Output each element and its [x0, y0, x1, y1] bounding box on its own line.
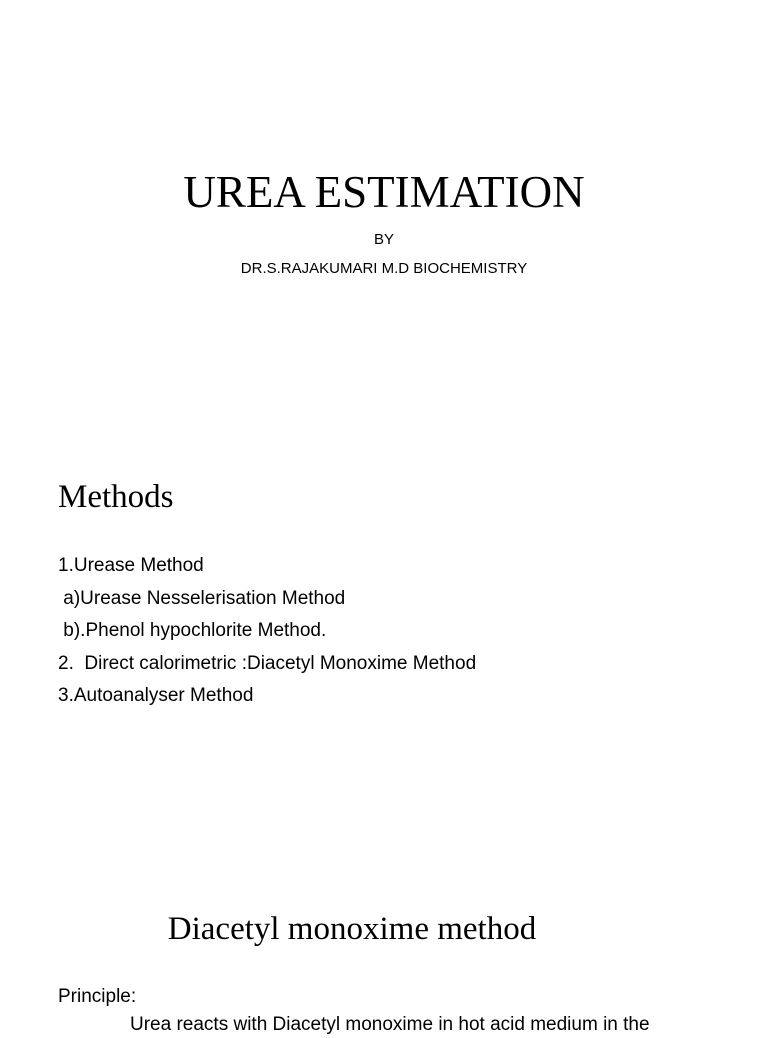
method-item: 3.Autoanalyser Method: [58, 685, 254, 706]
document-title: UREA ESTIMATION: [183, 167, 585, 217]
method-item: b).Phenol hypochlorite Method.: [58, 620, 327, 641]
method-item: 2. Direct calorimetric :Diacetyl Monoxime Method: [58, 652, 477, 674]
byline-label: BY: [373, 231, 394, 248]
diacetyl-method-heading: Diacetyl monoxime method: [167, 911, 537, 947]
method-item: 1.Urease Method: [58, 555, 204, 576]
methods-heading: Methods: [58, 479, 174, 515]
principle-label: Principle:: [58, 986, 137, 1007]
method-item: a)Urease Nesselerisation Method: [58, 587, 346, 609]
principle-text: Urea reacts with Diacetyl monoxime in hot acid medium in the: [130, 1014, 650, 1035]
author-name: DR.S.RAJAKUMARI M.D BIOCHEMISTRY: [240, 260, 528, 277]
methods-list: [58, 550, 476, 713]
